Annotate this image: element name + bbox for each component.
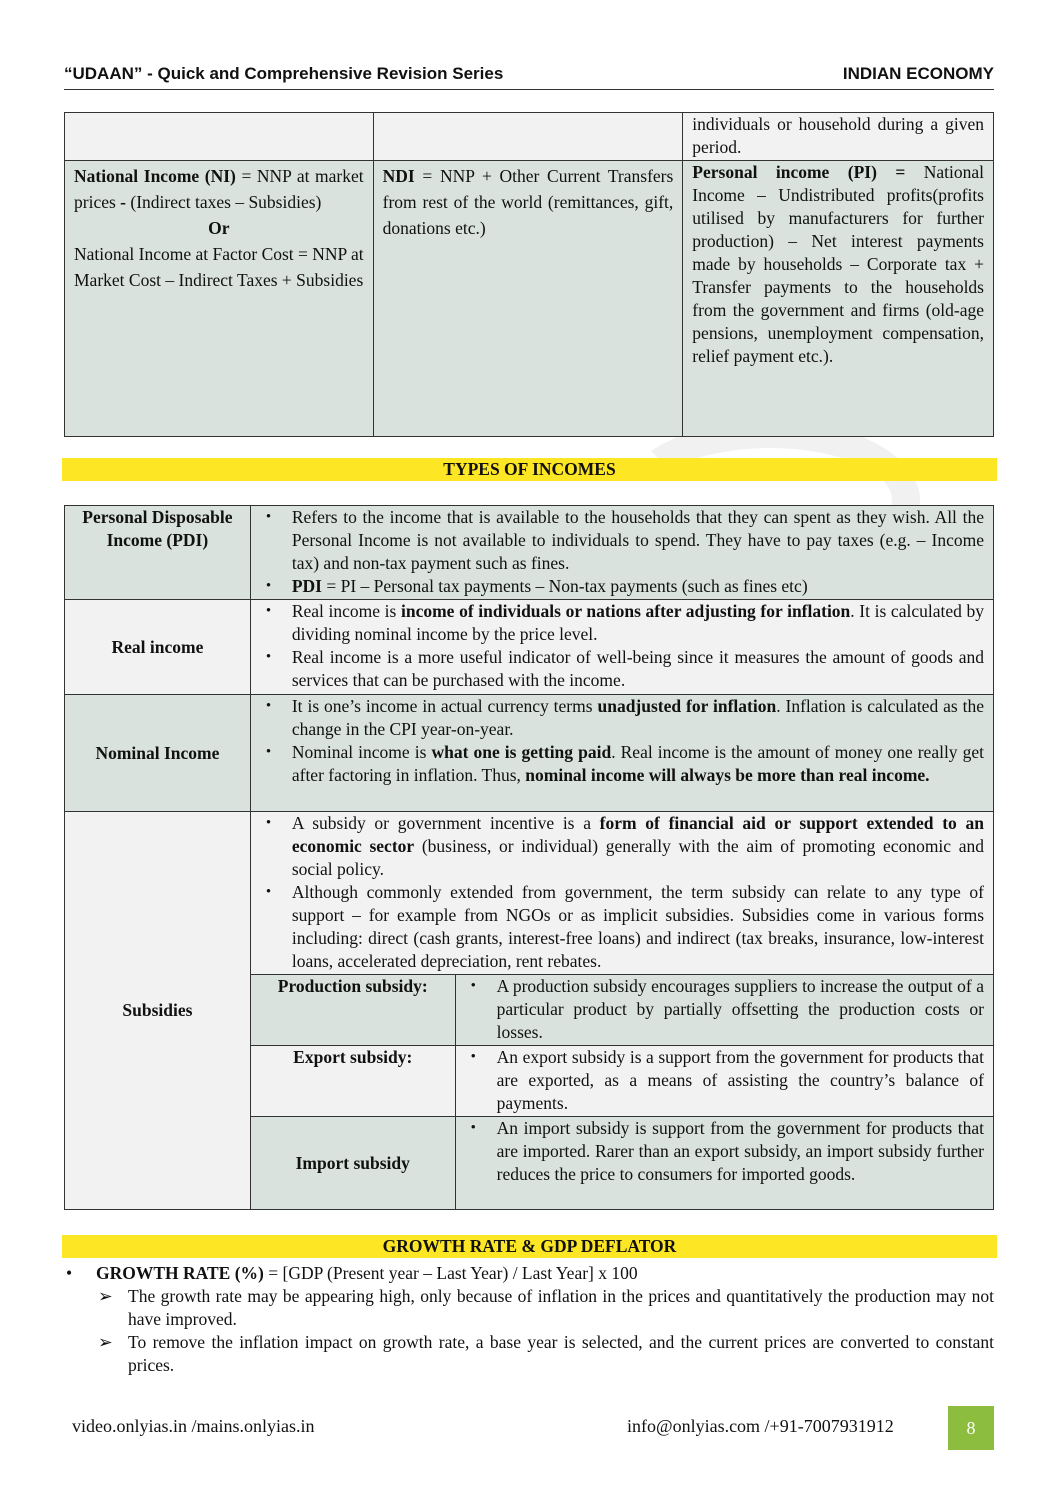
- text-run: form of financial aid or support extended to an economic sector: [291, 813, 984, 856]
- text-run: It is one’s income in actual currency terms: [291, 696, 598, 716]
- text-run: PDI: [291, 576, 322, 596]
- text-run: National Income – Undistributed profits(profits utilised by manufacturers for further production) – Net interest payments made by households – Corporate tax + Transfer payments to the households from the government and firms (old-age pensions, unemployment compensation, relief payment etc.).: [692, 162, 985, 366]
- import-subsidy-label: Import subsidy: [250, 1117, 455, 1210]
- text-run: nominal income will always be more than real income.: [525, 765, 930, 785]
- list-item: [260, 575, 984, 598]
- arrow-point: ➢ The growth rate may be appearing high, only because of inflation in the prices and quantitatively the production may not have improved.: [98, 1286, 994, 1329]
- text-run: (business, or individual) generally with the aim of promoting economic and social policy.: [291, 836, 984, 879]
- nominal-income-label: Nominal Income: [65, 695, 251, 812]
- text-run: = NNP at market prices: [74, 166, 364, 212]
- nominal-income-cell: [250, 695, 993, 812]
- text-run: GROWTH RATE (%): [96, 1263, 264, 1283]
- export-subsidy-label: Export subsidy:: [250, 1046, 455, 1117]
- types-of-incomes-heading: TYPES OF INCOMES: [62, 458, 997, 481]
- list-item: [260, 695, 984, 741]
- ni-definition: [74, 163, 364, 215]
- growth-rate-section: [64, 1262, 994, 1377]
- text-run: Real income is a more useful indicator of well-being since it measures the amount of goods and services that can be purchased with the income.: [291, 647, 984, 690]
- subsidies-cell: [250, 812, 993, 975]
- import-subsidy-cell: • An import subsidy is support from the government for products that are imported. Rarer than an export subsidy, an import subsidy further reduces the price to consumers for imported goods.: [455, 1117, 993, 1210]
- list-item: [260, 600, 984, 646]
- text-run: Although commonly extended from government, the term subsidy can relate to any type of support – for example from NGOs or as implicit subsidies. Subsidies come in various forms including: direct (cash grants, interest-free loans) and indirect (tax breaks, insurance, low-interest loans, accelerated depreciation, rent rebates.: [291, 882, 984, 971]
- subsidies-label: Subsidies: [65, 812, 251, 1210]
- text-run: Real income is: [291, 601, 401, 621]
- text-run: . It is calculated by dividing nominal income by the price level.: [291, 601, 984, 644]
- text-run: (Indirect taxes – Subsidies): [126, 192, 322, 212]
- page-number: 8: [948, 1406, 994, 1450]
- text-run: . Inflation is calculated as the change in the CPI year-on-year.: [291, 696, 984, 739]
- text-run: income of individuals or nations after adjusting for inflation: [400, 601, 851, 621]
- text-run: = PI – Personal tax payments – Non-tax payments (such as fines etc): [321, 576, 808, 596]
- arrow-icon: ➢: [98, 1286, 113, 1306]
- production-subsidy-cell: • A production subsidy encourages suppliers to increase the output of a particular product by partially offsetting the production costs or losses.: [455, 975, 993, 1046]
- text-run: National Income (NI): [74, 166, 236, 186]
- pdi-label: Personal Disposable Income (PDI): [65, 506, 251, 600]
- income-table: [64, 112, 994, 437]
- or-label: Or: [208, 218, 230, 238]
- text-run: = [GDP (Present year – Last Year) / Last Year] x 100: [263, 1263, 638, 1283]
- subject-title: INDIAN ECONOMY: [842, 64, 994, 83]
- real-income-label: Real income: [65, 600, 251, 695]
- list-item: [260, 646, 984, 692]
- list-item: [260, 741, 984, 787]
- list-item: [260, 506, 984, 575]
- list-item: [260, 812, 984, 881]
- real-income-cell: [250, 600, 993, 695]
- text-run: Nominal income is: [291, 742, 432, 762]
- pi-continuation: individuals or household during a given period.: [683, 113, 994, 161]
- footer-contact[interactable]: info@onlyias.com /+91-7007931912: [627, 1416, 894, 1436]
- text-run: -: [120, 192, 126, 212]
- arrow-point: ➢ To remove the inflation impact on growth rate, a base year is selected, and the current prices are converted to constant prices.: [98, 1332, 994, 1375]
- text-run: Refers to the income that is available to the households that they can spent as they wish. All the Personal Income is not available to individuals to spend. They have to pay taxes (e.g. – Income tax) and non-tax payment such as fines.: [291, 507, 984, 573]
- list-item: [260, 881, 984, 973]
- series-title: “UDAAN” - Quick and Comprehensive Revision Series: [64, 64, 504, 83]
- text-run: unadjusted for inflation: [597, 696, 777, 716]
- page-header: [64, 64, 994, 90]
- arrow-icon: ➢: [98, 1332, 113, 1352]
- national-income-cell: [65, 161, 374, 437]
- growth-rate-formula: [64, 1262, 994, 1285]
- personal-income-cell: [683, 161, 994, 437]
- text-run: NDI: [382, 166, 415, 186]
- text-run: what one is getting paid: [431, 742, 612, 762]
- export-subsidy-cell: • An export subsidy is a support from the government for products that are exported, as a means of assisting the country’s balance of payments.: [455, 1046, 993, 1117]
- text-run: . Real income is the amount of money one really get after factoring in inflation. Thus,: [291, 742, 984, 785]
- types-of-incomes-table: [64, 505, 994, 1210]
- pdi-cell: [250, 506, 993, 600]
- text-run: A subsidy or government incentive is a: [291, 813, 600, 833]
- growth-rate-heading: GROWTH RATE & GDP DEFLATOR: [62, 1235, 997, 1258]
- text-run: Personal income (PI) =: [692, 162, 906, 182]
- ni-factor-cost: National Income at Factor Cost = NNP at Market Cost – Indirect Taxes + Subsidies: [74, 244, 364, 290]
- text-run: = NNP + Other Current Transfers from rest of the world (remittances, gift, donations etc.): [382, 166, 674, 238]
- production-subsidy-label: Production subsidy:: [250, 975, 455, 1046]
- footer-websites[interactable]: video.onlyias.in /mains.onlyias.in: [72, 1416, 315, 1436]
- ndi-cell: [373, 161, 683, 437]
